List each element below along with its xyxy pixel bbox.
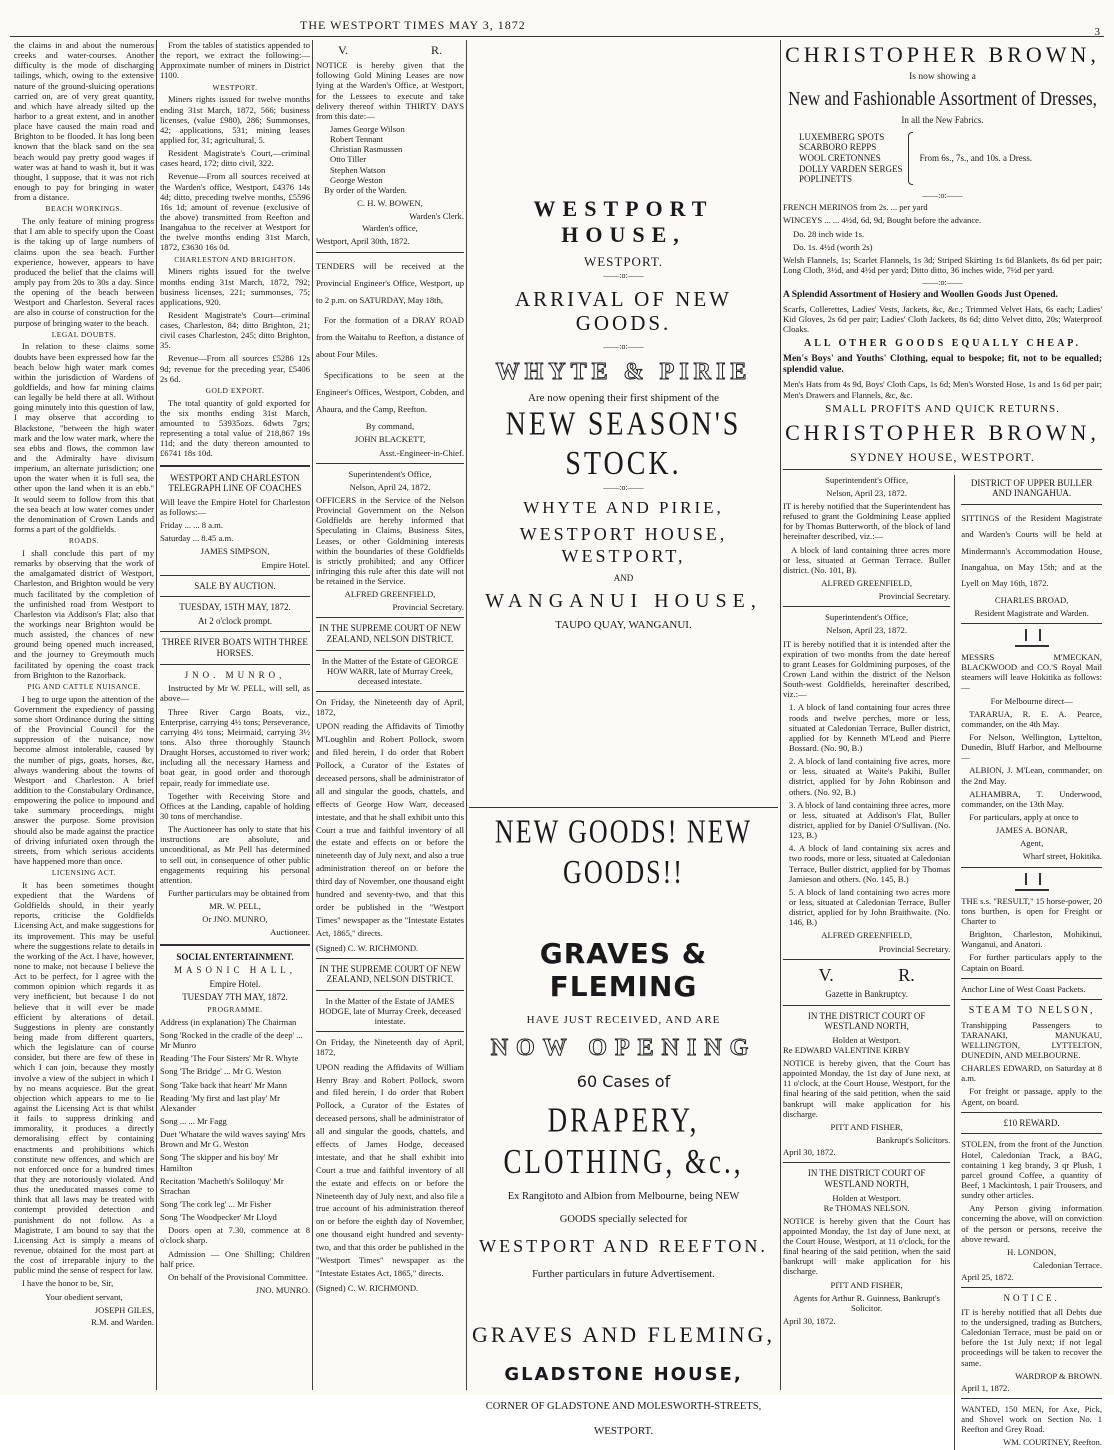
ad-rule	[160, 631, 310, 632]
programme-item: Song 'The cork leg' ... Mr Fisher	[160, 1198, 272, 1209]
signature-title: Provincial Secretary.	[392, 602, 464, 613]
arrival-heading: ARRIVAL OF NEW GOODS.	[514, 286, 732, 336]
committee-text: On behalf of the Provisional Committee.	[168, 1271, 308, 1282]
auction-text: Further particulars may be obtained from	[168, 887, 310, 898]
auction-date: TUESDAY, 15TH MAY, 1872.	[179, 602, 291, 613]
mail-text: TARARUA, R. E. A. Pearce, commander, on the 4th May.	[961, 708, 1102, 729]
signature-title: Wharf street, Hokitika.	[1022, 851, 1102, 862]
signature: JAMES A. BONAR,	[995, 825, 1068, 836]
ornament-rule: ——:o:——	[922, 278, 963, 288]
signature-title: Provincial Secretary.	[878, 943, 951, 954]
signature: PITT AND FISHER,	[830, 1121, 903, 1132]
venue-subtitle: Empire Hotel.	[209, 978, 261, 989]
notice-date: April 25, 1872.	[961, 1272, 1014, 1283]
result-text: Brighton, Charleston, Mohikinui, Wanganui, and Anatori.	[961, 929, 1102, 950]
result-text: For further particulars apply to the Captain on Board.	[961, 952, 1102, 973]
court-text: UPON reading the Affidavits of William Henry Bray and Robert Pollock, sworn and filed herein, I do order that Robert Pollock, a Curator of the Estates of deceased persons, shall be administrator of all and singular the goods, chattels, and effects of James Hodge, deceased intestate, and that he shall exhibit into Court a true and faithful inventory of all the estate and effects on or before the Nineteenth day of July next, and also file a true account of his administration thereof on or before the eighth day of November, one thousand eight hundred and seventy-two, and that this order be published in the "Westport Times" newspaper as the "Intestate Estates Act, 1865," directs.	[316, 1061, 464, 1278]
column-divider	[312, 40, 313, 1390]
court-heading: IN THE SUPREME COURT OF NEW ZEALAND, NELSON DISTRICT.	[319, 963, 461, 985]
blank-space	[469, 1294, 778, 1316]
auction-text: Together with Receiving Store and Offices at the Landing, capable of holding 30 tons of merchandise.	[160, 790, 310, 821]
ad-rule	[961, 1398, 1102, 1399]
further-text: Further particulars in future Advertisement.	[532, 1269, 715, 1281]
fabric-item: WOOL CRETONNES	[799, 153, 881, 164]
result-text: THE s.s. "RESULT," 15 horse-power, 20 tons burthen, is open for Freight or Charter to	[961, 895, 1102, 926]
section-heading: LEGAL DOUBTS.	[51, 329, 117, 339]
signature: (Signed) C. W. RICHMOND.	[316, 1282, 419, 1293]
profits-heading: SMALL PROFITS AND QUICK RETURNS.	[825, 402, 1060, 415]
notice-text: IT is hereby notified that it is intended after the expiration of two months from the date hereof to grant Leases for Goldmining purposes, of the Crown Land within the district of the Nelson South-west Goldfields, hereinafter described, viz.:—	[783, 638, 951, 700]
mail-text: MESSRS M'MECKAN, BLACKWOOD and CO.'S Royal Mail steamers will leave Hokitika as follows:—	[961, 652, 1102, 693]
ad-rule	[783, 1162, 950, 1163]
article-paragraph: I beg to urge upon the attention of the Government the expediency of passing some short Ordinance during the sitting of the Provincial Council for the suppression of the nuisance, now become almost intolerable, caused by the number of pigs, goats, horses, &c, always wandering about the towns of Westport and Charleston. A brief addition to the Constabulary Ordinance, empowering the police to impound and take summary proceedings, might answer the purpose. Some provision should also be made against the practice of driving infuriated oxen through the streets, from which serious accidents have happened more than once.	[14, 693, 154, 866]
notice-text: A block of land containing three acres more or less, situated at German Terrace. Buller district. (No. 101, B).	[783, 544, 951, 575]
notice-date: April 1, 1872.	[961, 1382, 1010, 1393]
masthead-title: THE WESTPORT TIMES MAY 3, 1872	[300, 18, 526, 32]
signature: JAMES SIMPSON,	[200, 546, 270, 557]
brace-mark	[908, 132, 913, 185]
store-name: WESTPORT HOUSE, WESTPORT,	[519, 524, 728, 566]
signature-title: Warden's Clerk.	[409, 211, 464, 222]
section-heading: GOLD EXPORT.	[205, 385, 265, 395]
ad-rule	[961, 999, 1102, 1000]
fabrics-text: In all the New Fabrics.	[901, 115, 984, 126]
auction-text: The Auctioneer has only to state that his instructions are absolute, and unconditional, as Mr Pell has determined to sell out, in consequence of other public engagements requiring his personal attention.	[160, 824, 310, 885]
estate-title: In the Matter of the Estate of JAMES HODGE, late of Murray Creek, deceased intestate.	[319, 995, 461, 1027]
signature-title: Caledonian Terrace.	[1033, 1259, 1102, 1270]
programme-item: Address (in explanation) The Chairman	[160, 1016, 297, 1027]
article-paragraph: Resident Magistrate's Court—criminal cases, Charleston, 84; ditto Brighton, 21; civil cases Charleston, 245; ditto Brighton, 35.	[160, 309, 310, 351]
lessee-names	[316, 124, 464, 185]
store-name: GRAVES AND FLEMING,	[472, 1321, 775, 1347]
article-paragraph: Miners rights issued for twelve months ending 31st March, 1872, 566; business licenses, (value £980), 286; Summonses, 42; applications, 531; mining leases applied for, 31; agricultural, 5.	[160, 94, 310, 145]
signature-title: Provincial Secretary.	[878, 591, 951, 602]
new-goods-heading: NEW GOODS! NEW GOODS!!	[494, 812, 753, 891]
admission-text: Admission — One Shilling; Children half price.	[160, 1248, 310, 1269]
notice-text: IT is hereby notified that all Debts due to the undersigned, trading as Butchers, Caledonian Terrace, must be paid on or before the 1st July next; if not legal proceedings will be taken to recover the same.	[961, 1306, 1102, 1368]
notice-text: By order of the Warden.	[324, 184, 407, 195]
notice-text: NOTICE is hereby given that the following Gold Mining Leases are now lying at the Warden's Office, at Westport, for the Lessees to execute and take delivery thereof within THIRTY DAYS from this date:—	[316, 60, 464, 121]
lease-item: 5. A block of land containing two acres more or less, situated at Caledonian Terrace, Buller district, applied for by John Braithwaite. (No. 146, B.)	[789, 886, 951, 928]
ad-rule	[961, 623, 1102, 624]
store-name: CHRISTOPHER BROWN,	[785, 42, 1100, 67]
column-3	[316, 40, 464, 1390]
signature: WM. COURTNEY, Reefton.	[1003, 1437, 1102, 1448]
signature: JNO. MUNRO.	[255, 1284, 310, 1295]
whyte-pirie-banner: WHYTE & PIRIE	[495, 358, 752, 385]
steamer-icon	[1015, 629, 1049, 647]
case-title: Re EDWARD VALENTINE KIRBY	[783, 1044, 910, 1055]
store-address: SYDNEY HOUSE, WESTPORT.	[850, 449, 1035, 464]
signature-title: Auctioneer.	[270, 927, 310, 938]
court-text: UPON reading the Affidavits of Timothy M'Loughlin and Robert Pollock, sworn and filed herein, I do order that Robert Pollock, a Curator of the Estates of deceased persons, shall be administrator of all and singular the goods, chattels, and effects of George How Warr, deceased intestate, and that he shall exhibit unto this Court a true and faithful inventory of all the estate and effects on or before the nineteenth day of July next, and also a true administration thereof on or before the third day of November, one thousand eight hundred and seventy-two, and that this order be published in the "Westport Times" newspaper as the "Intestate Estates Act, 1865," directs.	[316, 721, 464, 938]
programme-item: Reading 'My first and last play' Mr Alexander	[160, 1092, 281, 1113]
price-line: Men's Hats from 4s 9d, Boys' Cloth Caps, 1s 6d; Men's Worsted Hose, 1s and 1s 6d per pair; Men's Drawers and Flannels, &c, &c.	[783, 379, 1102, 400]
article-paragraph: The total quantity of gold exported for the six months ending 31st March, amounted to 53935ozs. 6dwts 7grs; representing a total value of 218,867 19s 11d; and the duty thereon amounted to £6741 18s 10d.	[160, 397, 310, 459]
price-line: Welsh Flannels, 1s; Scarlet Flannels, 1s 3d; Striped Skirting 1s 6d Blankets, 8s 6d per pair; Long Cloth, 3½d, and 4½d per yard; Ditto ditto, 36 inches wide, 7½d per yard.	[783, 254, 1102, 275]
signature-title: Resident Magistrate and Warden.	[974, 607, 1089, 618]
reward-heading: £10 REWARD.	[1003, 1117, 1060, 1128]
blank-space	[469, 40, 778, 190]
article-paragraph: I shall conclude this part of my remarks by observing that the work of the amalgamated district of Westport, Charleston, and Brighton would be very much facilitated by the completion of the unfinished road from Westport to Charleston via Addison's Flat; also that the workings near Brighton would be much assisted, the chances of new ground being opened much increased, and the journey to Greymouth much facilitated by opening the coast track from Brighton to the Razorback.	[14, 548, 154, 680]
column-divider	[466, 40, 467, 1390]
court-text: On Friday, the Nineteenth day of April, 1872,	[316, 697, 464, 718]
signature: CHARLES BROAD,	[994, 594, 1069, 605]
ad-rule	[316, 617, 464, 618]
lessee-name: Stephen Watson	[330, 164, 386, 175]
store-name: WHYTE AND PIRIE,	[523, 498, 724, 518]
ornament-rule: ——:o:——	[603, 342, 644, 352]
signature-title: Warden's office,	[362, 223, 418, 234]
notice-heading: NOTICE.	[1003, 1293, 1060, 1304]
vr-crest: V. R.	[337, 43, 443, 57]
column-1-article	[14, 40, 154, 1390]
programme-item: Song ... ... Mr Fagg	[160, 1115, 227, 1126]
signature: Or JNO. MUNRO,	[202, 914, 268, 925]
court-subheading: Holden at Westport.	[832, 1192, 901, 1203]
graves-fleming-banner: GRAVES & FLEMING	[539, 937, 708, 1004]
now-opening-banner: NOW OPENING	[490, 1035, 757, 1062]
office-date: Nelson, April 23, 1872.	[826, 625, 907, 636]
dresses-heading: New and Fashionable Assortment of Dresses,	[788, 87, 1097, 110]
stolen-text: Any Person giving information concerning the above, will on conviction of the person or persons, receive the above reward.	[961, 1203, 1102, 1244]
estate-title: In the Matter of the Estate of GEORGE HOW WARR, late of Murray Creek, deceased intestate.	[321, 655, 459, 686]
fabric-item: DOLLY VARDEN SERGES	[799, 163, 903, 174]
lease-item: 2. A block of land containing five acres, more or less, situated at Waite's Pakihi, Buller district, applied for by John Robinson and others. (No. 92, B.)	[789, 756, 951, 797]
article-paragraph: From the tables of statistics appended to the report, we extract the following:—Approximate number of miners in District 1100.	[160, 40, 310, 81]
court-subheading: Holden at Westport.	[832, 1034, 901, 1045]
ad-rule	[783, 959, 950, 960]
price-line: Scarfs, Collerettes, Ladies' Vests, Jackets, &c, &c.; Trimmed Velvet Hats, 6s each; Ladies' Kid Gloves, 2s 6d per pair; Ladies' Cloth Jackets, 8s 6d; ditto Velvet ditto, 20s; Waterproof Cloaks.	[783, 303, 1102, 335]
ad-rule	[961, 978, 1102, 979]
corner-address: CORNER OF GLADSTONE AND MOLESWORTH-STREETS,	[485, 1400, 762, 1412]
town-name: WESTPORT.	[593, 1425, 654, 1438]
price-line: FRENCH MERINOS from 2s. ... per yard	[783, 202, 928, 213]
office-date: Nelson, April 24, 1872.	[349, 481, 431, 492]
lessee-name: James George Wilson	[330, 124, 405, 134]
auction-text: Instructed by Mr W. PELL, will sell, as above—	[160, 683, 310, 704]
ornament-rule: ——:o:——	[603, 482, 644, 492]
signature: ALFRED GREENFIELD,	[344, 589, 436, 600]
towns-heading: WESTPORT AND REEFTON.	[479, 1236, 768, 1257]
ad-rule	[316, 958, 464, 959]
article-paragraph: Miners rights issued for the twelve months ending 31st March, 1872, 792; business licenses, 221; summonses, 75; applications, 920.	[160, 266, 310, 307]
ad-rule	[961, 867, 1102, 868]
drapery-heading: DRAPERY, CLOTHING, &c.,	[503, 1100, 744, 1181]
programme-item: Song 'Rocked in the cradle of the deep' ... Mr Munro	[160, 1029, 303, 1051]
mail-text: For Nelson, Wellington, Lyttelton, Dunedin, Bluff Harbor, and Melbourne—	[961, 732, 1102, 763]
signature-title: Empire Hotel.	[261, 559, 310, 570]
programme-item: Song 'Take back that heart' Mr Mann	[160, 1079, 288, 1090]
section-heading: BEACH WORKINGS.	[45, 204, 123, 214]
article-paragraph: Revenue—From all sources £5286 12s 9d; revenue for the preceding year, £5406 2s 6d.	[160, 353, 310, 384]
column-divider	[156, 40, 157, 1390]
article-paragraph: the claims in and about the numerous creeks and water-courses. Another difficulty is the mode of discharging tailings, which, owing to the extensive nature of the ground-sluicing operations carried on, are of very great quantity, and which have already silted up the harbor to a great extent, and in another place have caused the main road and Brighton to be flooded. It has long been known that the black sand on the sea beach would pay pretty good wages if water was at hand to wash it, but it was thought, I suppose, that it was not rich enough to pay for bringing in water from a distance.	[14, 40, 154, 203]
tender-text: TENDERS will be received at the Provincial Engineer's Office, Westport, up to 2 p.m. on SATURDAY, May 18th,	[316, 260, 464, 305]
steamer-icon	[1015, 873, 1049, 891]
column-2	[160, 40, 310, 1390]
page-number: 3	[1094, 26, 1100, 38]
article-paragraph: In relation to these claims some doubts have been expressed how far the beach below high water mark comes within the jurisdiction of Wardens of goldfields, and how far mining claims can legally be held there at all. Without going minutely into this question of law, I may observe that according to Blackstone, "between the high water mark and the low water mark, where the sea ebbs and flows, the common law and the Admiralty have divisum imperium, an alternate jurisdiction; one upon the water when it is full sea, the other upon the land when it is an ebb." It would seem to follow from this that the sea beach at low water comes under the denomination of Crown Lands and forms a part of the goldfields.	[14, 341, 154, 535]
tender-text: For the formation of a DRAY ROAD from the Waitahu to Reefton, a distance of about Four Miles.	[316, 315, 464, 360]
ornament-rule: ——:o:——	[603, 271, 644, 281]
signature: JOHN BLACKETT,	[354, 434, 426, 445]
coach-time: Friday ... ... 8 a.m.	[160, 520, 224, 531]
ad-rule	[160, 664, 310, 665]
article-paragraph: Resident Magistrate's Court,—criminal cases heard, 172; ditto civil, 322.	[160, 148, 310, 169]
lease-item: 3. A block of land containing three acres, more or less, situated at Addison's Flat, Buller district, applied for by Daniel O'Sullivan. (No. 123, B.)	[789, 799, 951, 841]
anchor-line: Anchor Line of West Coast Packets.	[961, 983, 1086, 994]
gladstone-house-banner: GLADSTONE HOUSE,	[504, 1363, 743, 1385]
district-heading: DISTRICT OF UPPER BULLER AND INANGAHUA.	[970, 477, 1093, 499]
venue-name: MASONIC HALL,	[173, 965, 296, 976]
section-heading: CHARLESTON AND BRIGHTON.	[174, 254, 296, 264]
office-date: Nelson, April 23, 1872.	[826, 487, 907, 498]
new-stock-heading: NEW SEASON'S STOCK.	[505, 405, 742, 483]
ad-rule	[316, 990, 464, 991]
ad-rule	[160, 465, 310, 467]
ad-rule	[160, 596, 310, 597]
price-line: WINCEYS ... ... 4½d, 6d, 9d, Bought before the advance.	[783, 215, 982, 226]
steamer-icon	[961, 629, 1102, 649]
and-text: AND	[613, 572, 634, 583]
store-name: CHRISTOPHER BROWN,	[785, 419, 1100, 445]
tender-text: By command,	[365, 421, 415, 432]
notice-text: NOTICE is hereby given that the Court has appointed Monday, the 1st day of June next, at the Court House, Westport, at 11 o'clock, for the final hearing of the said petition, when the said bankrupt will make application for his discharge.	[783, 1215, 951, 1277]
signature: PITT AND FISHER,	[830, 1279, 903, 1290]
fabric-brace	[799, 132, 1102, 185]
notice-date: April 30, 1872.	[783, 1316, 836, 1327]
court-heading: IN THE DISTRICT COURT OF WESTLAND NORTH,	[807, 1168, 926, 1189]
lessee-name: Otto Tiller	[330, 154, 367, 165]
store-name: WANGANUI HOUSE,	[485, 589, 762, 612]
programme-item: Duet 'Whatare the wild waves saying' Mrs Brown and Mr G. Weston	[160, 1129, 306, 1150]
ad-rule	[783, 606, 950, 607]
sittings-text: SITTINGS of the Resident Magistrate and Warden's Courts will be held at Mindermann's Accommodation House, Inangahua, on May 15th; and at the Lyell on May 16th, 1872.	[961, 512, 1102, 589]
programme-item: Recitation 'Macbeth's Soliloquy' Mr Strachan	[160, 1175, 284, 1196]
mail-text: ALBION, J. M'Lean, commander, on the 2nd May.	[961, 765, 1102, 786]
stolen-text: STOLEN, from the front of the Junction Hotel, Caledonian Track, a BAG, containing 1 keg brandy, 3 qr Plush, 1 parcel ground Coffee, a quantity of Beef, 1 Mackintosh, 1 pair Trousers, and sundry other articles.	[961, 1139, 1102, 1201]
signature: MR. W. PELL,	[209, 901, 261, 912]
blank-space	[469, 632, 778, 802]
court-heading: IN THE DISTRICT COURT OF WESTLAND NORTH,	[807, 1010, 926, 1032]
notice-text: OFFICERS in the Service of the Nelson Provincial Government on the Nelson Goldfields are hereby informed that Speculating in Claims, Business Sites, Leases, or other Goldmining interests within the boundaries of these Goldfields is strictly prohibited; and any Officer infringing this rule after this date will not be retained in the Service.	[316, 494, 464, 587]
clothing-heading: Men's Boys' and Youths' Clothing, equal to bespoke; fit, not to be equalled; splendid value.	[783, 354, 1102, 376]
lease-item: 1. A block of land containing four acres three roods and twelve perches, more or less, situated at Caledonian Terrace, Buller district, applied for by Kenneth M'Leod and Pierre Bossard. (No. 90, B.)	[789, 702, 951, 753]
store-location: WESTPORT.	[583, 253, 664, 269]
ad-rule	[316, 463, 464, 464]
signature-title: R.M. and Warden.	[91, 1316, 154, 1327]
ad-rule	[469, 807, 778, 808]
gazette-heading: Gazette in Bankruptcy.	[825, 988, 908, 999]
section-heading: ROADS.	[68, 536, 100, 546]
office-line: Superintendent's Office,	[825, 612, 909, 623]
ad-rule	[783, 469, 1102, 470]
lessee-name: George Weston	[330, 174, 383, 185]
ad-rule	[783, 1005, 950, 1006]
auction-text: Three River Cargo Boats, viz., Enterprise, carrying 4½ tons; Perseverance, carrying 4½ tons; Meirmaid, carrying 3½ tons. Also three thoroughly Staunch Draught Horses, accustomed to river work; including all the necessary Harness and boat gear, in good order and thorough repair, ready for immediate use.	[160, 706, 310, 788]
fabric-item: POPLINETTS	[799, 174, 853, 185]
programme-list	[160, 1017, 310, 1222]
office-line: Superintendent's Office,	[825, 474, 909, 485]
blank-space	[469, 897, 778, 927]
coach-time: Saturday ... 8.45 a.m.	[160, 533, 234, 544]
signature: JOSEPH GILES,	[94, 1304, 154, 1315]
ad-rule	[961, 1112, 1102, 1113]
signature: H. LONDON,	[1007, 1246, 1057, 1257]
programme-heading: PROGRAMME.	[207, 1004, 263, 1014]
signature-title: Asst.-Engineer-in-Chief.	[379, 447, 464, 458]
fabric-price: From 6s., 7s., and 10s. a Dress.	[919, 153, 1032, 164]
signature: C. H. W. BOWEN,	[357, 197, 423, 208]
lessee-name: Christian Rasmussen	[330, 144, 403, 155]
signature-title: Westport, April 30th, 1872.	[316, 236, 410, 247]
court-heading: IN THE SUPREME COURT OF NEW ZEALAND, NELSON DISTRICT.	[319, 623, 461, 645]
entertainment-date: TUESDAY 7TH MAY, 1872.	[182, 992, 288, 1003]
court-text: On Friday, the Nineteenth day of April, 1872,	[316, 1037, 464, 1058]
opening-text: Are now opening their first shipment of the	[528, 391, 719, 404]
office-line: Superintendent's Office,	[348, 468, 432, 479]
section-heading: WESTPORT.	[212, 82, 258, 92]
ad-rule	[316, 691, 464, 692]
column-divider	[780, 40, 781, 1390]
shipping-notices	[961, 475, 1102, 1450]
ornament-rule: ——:o:——	[922, 190, 963, 200]
notice-text: NOTICE is hereby given, that the Court has appointed Monday, the 1st day of June next, at 11 o'clock, at the Court House, Westport, for the final hearing of the said petition, when the said bankrupt will make application for his discharge.	[783, 1058, 951, 1119]
programme-item: Song 'The Bridge' ... Mr G. Weston	[160, 1066, 282, 1077]
auction-time: At 2 o'clock prompt.	[197, 615, 273, 626]
store-name: WESTPORT HOUSE,	[533, 196, 714, 247]
wanted-text: WANTED, 150 MEN, for Axe, Pick, and Shovel work on Section No. 1 Reefton and Grey Road.	[961, 1403, 1102, 1435]
ad-rule	[160, 944, 310, 946]
signature-title: Agents for Arthur R. Guinness, Bankrupt's Solicitor.	[793, 1292, 940, 1313]
signature-title: Agent,	[1020, 838, 1044, 849]
ad-rule	[316, 650, 464, 651]
mail-text: ALHAMBRA, T. Underwood, commander, on the 13th May.	[961, 788, 1102, 809]
section-heading: LICENSING ACT.	[51, 868, 117, 878]
column-5	[783, 40, 1102, 1448]
fabric-item: SCARBORO REPPS	[799, 142, 877, 153]
signature: ALFRED GREENFIELD,	[821, 930, 912, 941]
store-address: TAUPO QUAY, WANGANUI.	[555, 619, 692, 632]
cases-text: 60 Cases of	[576, 1071, 671, 1091]
notice-date: April 30, 1872.	[783, 1147, 836, 1158]
price-line: Do. 1s. 4½d (worth 2s)	[793, 241, 873, 252]
ex-text: Ex Rangitoto and Albion from Melbourne, being NEW	[507, 1191, 740, 1203]
notices-split	[783, 475, 1102, 1450]
price-line: Do. 28 inch wide 1s.	[793, 228, 865, 239]
coach-ad-title: WESTPORT AND CHARLESTON TELEGRAPH LINE OF COACHES	[168, 472, 302, 494]
hosiery-heading: A Splendid Assortment of Hosiery and Woollen Goods Just Opened.	[783, 289, 1058, 300]
goods-text: GOODS specially selected for	[559, 1213, 688, 1225]
lessee-name: Robert Tennant	[330, 134, 383, 145]
showing-text: Is now showing a	[909, 71, 976, 82]
column-4-advertisements	[469, 40, 778, 1438]
signature-title: Bankrupt's Solicitors.	[876, 1135, 951, 1145]
auctioneer-name: JNO. MUNRO,	[184, 669, 286, 680]
cheap-heading: ALL OTHER GOODS EQUALLY CHEAP.	[804, 338, 1081, 350]
doors-text: Doors open at 7.30, commence at 8 o'clock sharp.	[160, 1225, 310, 1246]
article-paragraph: The only feature of mining progress that I am able to specify upon the Coast is the taking up of large numbers of claims upon the sea beach. Further experience, however, appears to have produced the belief that the claims will amply pay from 20s to 30s a day. Since the opening of the beach between Westport and Charleston. Several races are also in course of construction for the purpose of bringing water to the beach.	[14, 216, 154, 328]
programme-item: Song 'The skipper and his boy' Mr Hamilton	[160, 1152, 279, 1173]
signature: (Signed) C. W. RICHMOND.	[316, 942, 419, 953]
ad-rule	[160, 575, 310, 576]
tender-text: Specifications to be seen at the Engineer's Offices, Westport, Cobden, and Ahaura, and the Camp, Reefton.	[316, 369, 464, 415]
programme-item: Reading 'The Four Sisters' Mr R. Whyte	[160, 1053, 299, 1064]
coach-ad-text: Will leave the Empire Hotel for Charleston as follows:—	[160, 496, 310, 517]
vr-crest: V. R.	[818, 964, 915, 985]
ad-rule	[961, 1133, 1102, 1134]
auction-lot-heading: THREE RIVER BOATS WITH THREE HORSES.	[162, 637, 308, 659]
mail-text: For Melbourne direct—	[990, 695, 1073, 706]
article-paragraph: Revenue—From all sources received at the Warden's office, Westport, £4376 14s 4d; ditto, preceding twelve months, £5596 16s 1d; amount of revenue (exclusive of the above) transmitted from Reefton and Inangahua to the receiver at Westport for the twelve months ending 31st March, 1872, £3630 16s 0d.	[160, 171, 310, 253]
closing-line: I have the honor to be, Sir,	[22, 1278, 114, 1289]
ad-rule	[316, 1031, 464, 1032]
lease-list	[783, 702, 950, 927]
ad-rule	[961, 504, 1102, 505]
page-header	[0, 0, 1114, 36]
signature: ALFRED GREENFIELD,	[821, 578, 912, 589]
section-heading: PIG AND CATTLE NUISANCE.	[27, 681, 141, 691]
article-paragraph: It has been sometimes thought expedient that the Wardens of Goldfields should, in their yearly reports, criticise the Goldfields Licensing Act, and make suggestions for its improvement. This may be useful where the suggestions relate to details in the working of the Act. I have, however, none to make, not because I believe the Act to be perfect, for I agree with the common opinion which regards it as very inefficient, but because I do not believe that it will ever be made efficient by alterations of detail. Suggestions in plenty are constantly being made from different quarters, which the legislature can of course consider, but there are few of these in which I can join, because they mostly involve a view of the subject in which I by no means acquiesce. But the great objection which appears to me to lie against the Licensing Act is that whilst it fails to suppress drinking and immorality, it produces a directly demoralising effect by containing enactments and prohibitions which constitute new offences, and which are not enforced once for a hundred times that they are notoriously violated. And thus the uneducated masses come to think that all laws may be treated with contempt provided detection and punishment do not follow. As a Magistrate, I am bound to say that the Licensing Act is simply a means of revenue, obtained for the most part at the cost of irreparable injury to the public mind the sense of respect for law.	[14, 879, 154, 1276]
fabric-list	[799, 132, 902, 185]
fabric-item: LUXEMBERG SPOTS	[799, 131, 885, 142]
header-rule	[10, 36, 1104, 37]
ad-rule	[316, 252, 464, 253]
steam-text: CHARLES EDWARD, on Saturday at 8 a.m.	[961, 1063, 1102, 1084]
entertainment-heading: SOCIAL ENTERTAINMENT.	[176, 951, 294, 962]
received-text: HAVE JUST RECEIVED, AND ARE	[526, 1013, 721, 1026]
mail-text: For particulars, apply at once to	[969, 812, 1079, 823]
steam-heading: STEAM TO NELSON,	[968, 1004, 1095, 1016]
notice-text: IT is hereby notified that the Superintendent has refused to grant the Goldmining Lease applied for by Thomas Butterworth, of the block of land hereinafter described, viz.:—	[783, 501, 951, 542]
signature: WARDROP & BROWN.	[1015, 1370, 1102, 1381]
programme-item: Song 'The Woodpecker' Mr Lloyd	[160, 1212, 277, 1223]
steam-text: Transhipping Passengers to TARANAKI, MANUKAU, WELLINGTON, LYTTELTON, DUNEDIN, AND MELBOURNE.	[961, 1019, 1102, 1061]
steam-text: For freight or passage, apply to the Agent, on board.	[961, 1086, 1102, 1107]
ad-rule	[961, 1287, 1102, 1288]
closing-line: Your obedient servant,	[45, 1291, 123, 1302]
secretary-notices	[783, 475, 955, 1450]
case-title: Re THOMAS NELSON.	[823, 1202, 910, 1213]
lease-item: 4. A block of land containing six acres and two roods, more or less, situated at Caledonian Terrace, Buller district, applied for by Thomas Jamieson and others. (No. 145, B.)	[789, 843, 951, 884]
auction-heading: SALE BY AUCTION.	[194, 580, 276, 591]
steamer-icon	[961, 873, 1102, 893]
